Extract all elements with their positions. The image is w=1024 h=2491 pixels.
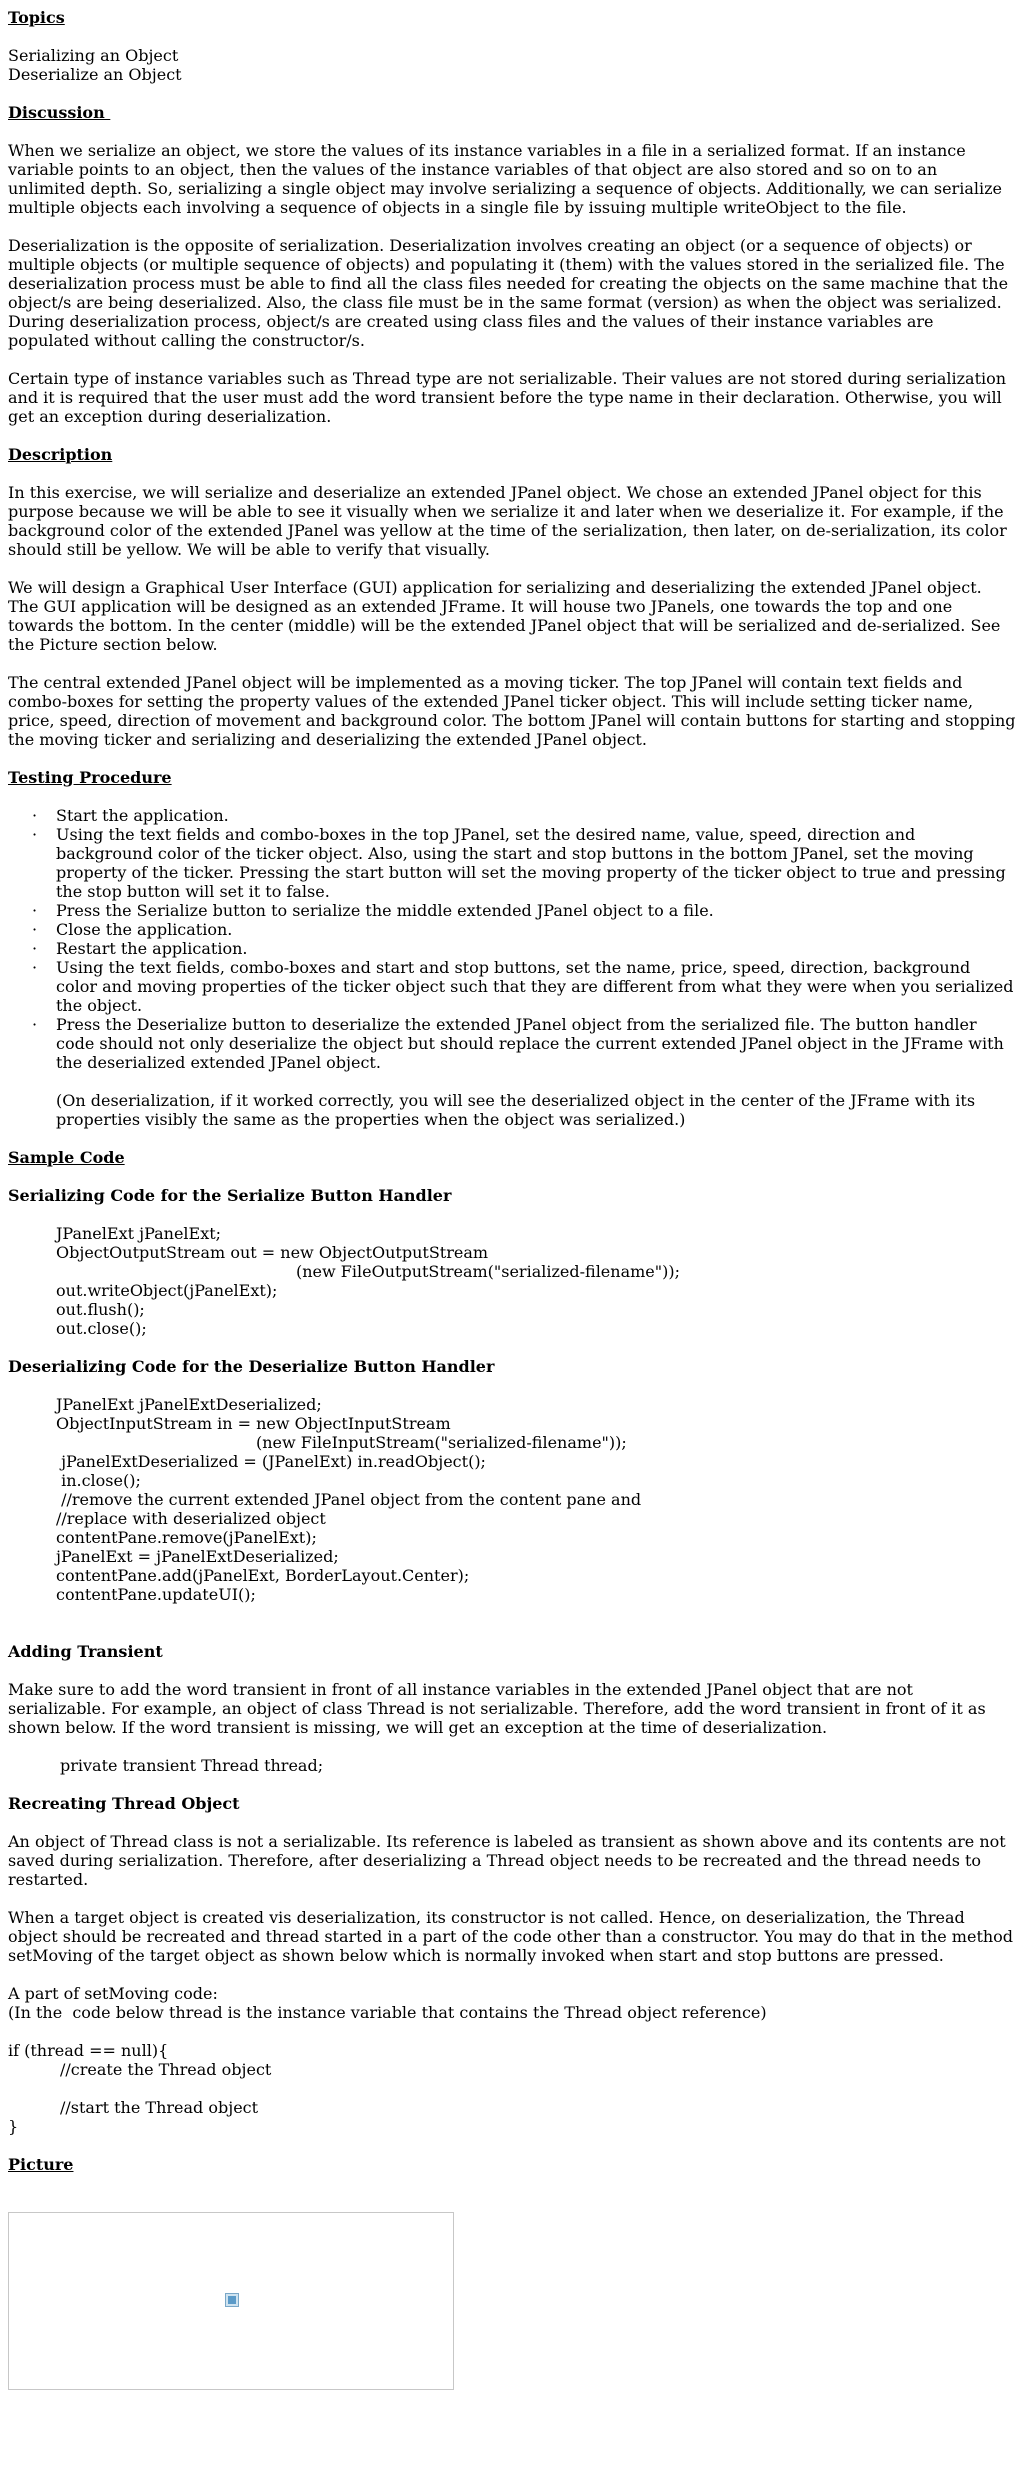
sample-code-heading: Sample Code — [8, 1148, 125, 1167]
discussion-paragraph: When we serialize an object, we store the values of its instance variables in a file in a serialized format. If an instance variable points to an object, then the values of the instance variables of that object are also stored and so on to an unlimited depth. So, serializing a single object may involve serializing a sequence of objects. Additionally, we can serialize multiple objects each involving a sequence of objects in a single file by issuing multiple writeObject to the file. — [8, 141, 1002, 217]
code-line: contentPane.remove(jPanelExt); — [56, 1528, 317, 1547]
bullet-icon: · — [32, 825, 38, 844]
code-line: ObjectInputStream in = new ObjectInputStream — [56, 1414, 451, 1433]
bullet-icon: · — [32, 958, 38, 977]
code-line: out.flush(); — [56, 1300, 145, 1319]
code-line: (new FileOutputStream("serialized-filename")); — [296, 1262, 680, 1281]
code-line: //replace with deserialized object — [56, 1509, 326, 1528]
code-line: if (thread == null){ — [8, 2041, 169, 2060]
discussion-paragraph: Certain type of instance variables such as Thread type are not serializable. Their values are not stored during serialization and it is required that the user must add the word transient before the type name in their declaration. Otherwise, you will get an exception during deserialization. — [8, 369, 1007, 426]
code-line: contentPane.updateUI(); — [56, 1585, 256, 1604]
code-line: in.close(); — [56, 1471, 141, 1490]
topic-item: Deserialize an Object — [8, 65, 182, 84]
list-item: · Close the application. — [32, 920, 233, 939]
code-line: out.close(); — [56, 1319, 147, 1338]
recreating-heading: Recreating Thread Object — [8, 1794, 240, 1813]
code-line: //start the Thread object — [60, 2098, 259, 2117]
bullet-icon: · — [32, 1015, 38, 1034]
code-line: JPanelExt jPanelExt; — [56, 1224, 222, 1243]
testing-steps-list — [8, 806, 1016, 1072]
bullet-icon: · — [32, 806, 38, 825]
picture-placeholder — [8, 2212, 454, 2390]
code-line: out.writeObject(jPanelExt); — [56, 1281, 278, 1300]
discussion-heading: Discussion — [8, 103, 111, 122]
topic-item: Serializing an Object — [8, 46, 179, 65]
description-paragraph: In this exercise, we will serialize and deserialize an extended JPanel object. We chose an extended JPanel object for this purpose because we will be able to see it visually when we serialize it and later when we deserialize it. For example, if the background color of the extended JPanel was yellow at the time of the serialization, then later, on de-serialization, its color should still be yellow. We will be able to verify that visually. — [8, 483, 1007, 559]
set-moving-label: A part of setMoving code: — [8, 1984, 218, 2003]
list-item: · Press the Deserialize button to deserialize the extended JPanel object from the serialized file. The button handler code should not only deserialize the object but should replace the current extended JPanel object in the JFrame with the deserialized extended JPanel object. — [32, 1015, 1004, 1072]
code-line: JPanelExt jPanelExtDeserialized; — [56, 1395, 322, 1414]
code-line: //create the Thread object — [60, 2060, 272, 2079]
transient-code: private transient Thread thread; — [60, 1756, 324, 1775]
discussion-paragraph: Deserialization is the opposite of serialization. Deserialization involves creating an object (or a sequence of objects) or multiple objects (or multiple sequence of objects) and populating it (them) with the values stored in the serialized file. The deserialization process must be able to find all the class files needed for creating the objects on the same machine that the object/s are being deserialized. Also, the class file must be in the same format (version) as when the object was serialized. During deserialization process, object/s are created using class files and the values of their instance variables are populated without calling the constructor/s. — [8, 236, 1009, 350]
list-item: · Using the text fields, combo-boxes and start and stop buttons, set the name, price, speed, direction, background color and moving properties of the ticker object such that they are different from what they were when you serialized the object. — [32, 958, 1014, 1015]
code-line: ObjectOutputStream out = new ObjectOutputStream — [56, 1243, 489, 1262]
transient-heading: Adding Transient — [8, 1642, 163, 1661]
code-line: (new FileInputStream("serialized-filename")); — [256, 1433, 627, 1452]
picture-heading: Picture — [8, 2155, 74, 2174]
recreating-paragraph: An object of Thread class is not a serializable. Its reference is labeled as transient as shown above and its contents are not saved during serialization. Therefore, after deserializing a Thread object needs to be recreated and the thread needs to restarted. — [8, 1832, 1006, 1889]
bullet-icon: · — [32, 901, 38, 920]
serialize-code-heading: Serializing Code for the Serialize Button Handler — [8, 1186, 452, 1205]
bullet-icon: · — [32, 939, 38, 958]
serialize-code-block — [8, 1224, 1016, 1338]
testing-heading: Testing Procedure — [8, 768, 172, 787]
description-paragraph: We will design a Graphical User Interface (GUI) application for serializing and deserializing the extended JPanel object. The GUI application will be designed as an extended JFrame. It will house two JPanels, one towards the top and one towards the bottom. In the center (middle) will be the extended JPanel object that will be serialized and de-serialized. See the Picture section below. — [8, 578, 1001, 654]
code-line: contentPane.add(jPanelExt, BorderLayout.Center); — [56, 1566, 470, 1585]
code-line: //remove the current extended JPanel object from the content pane and — [56, 1490, 642, 1509]
testing-note: (On deserialization, if it worked correctly, you will see the deserialized object in the center of the JFrame with its properties visibly the same as the properties when the object was serialized.) — [56, 1091, 976, 1129]
description-heading: Description — [8, 445, 113, 464]
code-line: } — [8, 2117, 19, 2136]
topics-heading: Topics — [8, 8, 65, 27]
set-moving-note: (In the code below thread is the instance variable that contains the Thread object reference) — [8, 2003, 767, 2022]
recreating-paragraph: When a target object is created vis deserialization, its constructor is not called. Hence, on deserialization, the Thread object should be recreated and thread started in a part of the code other than a constructor. You may do that in the method setMoving of the target object as shown below which is normally invoked when start and stop buttons are pressed. — [8, 1908, 1014, 1965]
code-line: jPanelExt = jPanelExtDeserialized; — [56, 1547, 339, 1566]
bullet-icon: · — [32, 920, 38, 939]
code-line: jPanelExtDeserialized = (JPanelExt) in.readObject(); — [56, 1452, 486, 1471]
list-item: · Restart the application. — [32, 939, 248, 958]
deserialize-code-heading: Deserializing Code for the Deserialize Button Handler — [8, 1357, 495, 1376]
list-item: · Using the text fields and combo-boxes in the top JPanel, set the desired name, value, speed, direction and background color of the ticker object. Also, using the start and stop buttons in the bottom JPanel, set the moving property of the ticker. Pressing the start button will set the moving property of the ticker object to true and pressing the stop button will set it to false. — [32, 825, 1006, 901]
deserialize-code-block — [8, 1395, 1016, 1604]
list-item: · Press the Serialize button to serialize the middle extended JPanel object to a file. — [32, 901, 714, 920]
description-paragraph: The central extended JPanel object will be implemented as a moving ticker. The top JPanel will contain text fields and combo-boxes for setting the property values of the extended JPanel ticker object. This will include setting ticker name, price, speed, direction of movement and background color. The bottom JPanel will contain buttons for starting and stopping the moving ticker and serializing and deserializing the extended JPanel object. — [8, 673, 1016, 749]
broken-image-icon — [225, 2293, 239, 2307]
list-item: · Start the application. — [32, 806, 229, 825]
transient-paragraph: Make sure to add the word transient in front of all instance variables in the extended JPanel object that are not serializable. For example, an object of class Thread is not serializable. Therefore, add the word transient in front of it as shown below. If the word transient is missing, we will get an exception at the time of deserialization. — [8, 1680, 986, 1737]
